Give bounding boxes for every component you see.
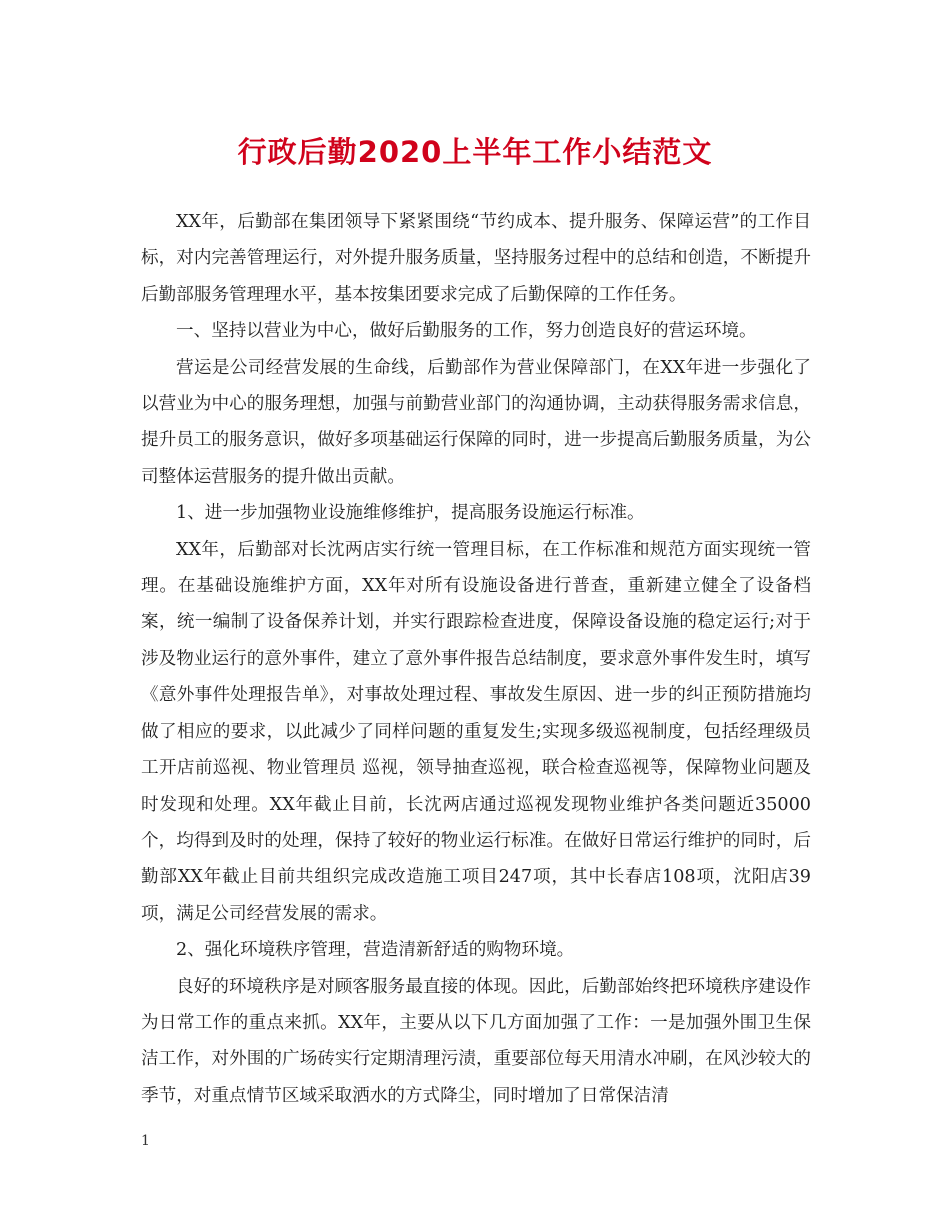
paragraph-intro: XX年，后勤部在集团领导下紧紧围绕“节约成本、提升服务、保障运营”的工作目标，对内完善管理运行，对外提升服务质量，坚持服务过程中的总结和创造，不断提升后勤部服务管理理水平，基本按集团要求完成了后勤保障的工作任务。 <box>141 212 811 305</box>
paragraph-facility-maintenance: XX年，后勤部对长沈两店实行统一管理目标，在工作标准和规范方面实现统一管理。在基础设施维护方面，XX年对所有设施设备进行普查，重新建立健全了设备档案，统一编制了设备保养计划，并实行跟踪检查进度，保障设备设施的稳定运行;对于涉及物业运行的意外事件，建立了意外事件报告总结制度，要求意外事件发生时，填写《意外事件处理报告单》，对事故处理过程、事故发生原因、进一步的纠正预防措施均做了相应的要求，以此减少了同样问题的重复发生;实现多级巡视制度，包括经理级员工开店前巡视、物业管理员 巡视，领导抽查巡视，联合检查巡视等，保障物业问题及时发现和处理。XX年截止目前，长沈两店通过巡视发现物业维护各类问题近35000个，均得到及时的处理，保持了较好的物业运行标准。在做好日常运行维护的同时，后勤部XX年截止目前共组织完成改造施工项目247项，其中长春店108项，沈阳店39项，满足公司经营发展的需求。 <box>141 539 811 924</box>
paragraph-environment: 良好的环境秩序是对顾客服务最直接的体现。因此，后勤部始终把环境秩序建设作为日常工作的重点来抓。XX年，主要从以下几方面加强了工作：一是加强外围卫生保洁工作，对外围的广场砖实行定期清理污渍，重要部位每天用清水冲刷，在风沙较大的季节，对重点情节区域采取洒水的方式降尘，同时增加了日常保洁清 <box>141 976 811 1106</box>
paragraph-operations: 营运是公司经营发展的生命线，后勤部作为营业保障部门，在XX年进一步强化了以营业为中心的服务理想，加强与前勤营业部门的沟通协调，主动获得服务需求信息，提升员工的服务意识，做好多项基础运行保障的同时，进一步提高后勤服务质量，为公司整体运营服务的提升做出贡献。 <box>141 357 811 487</box>
section-heading-1: 一、坚持以营业为中心，做好后勤服务的工作，努力创造良好的营运环境。 <box>176 321 757 342</box>
page-number: 1 <box>141 1133 150 1149</box>
document-body <box>141 204 811 1114</box>
document-title: 行政后勤2020上半年工作小结范文 <box>237 135 713 169</box>
subsection-heading-2: 2、强化环境秩序管理，营造清新舒适的购物环境。 <box>176 940 575 961</box>
subsection-heading-1: 1、进一步加强物业设施维修维护，提高服务设施运行标准。 <box>176 503 645 524</box>
